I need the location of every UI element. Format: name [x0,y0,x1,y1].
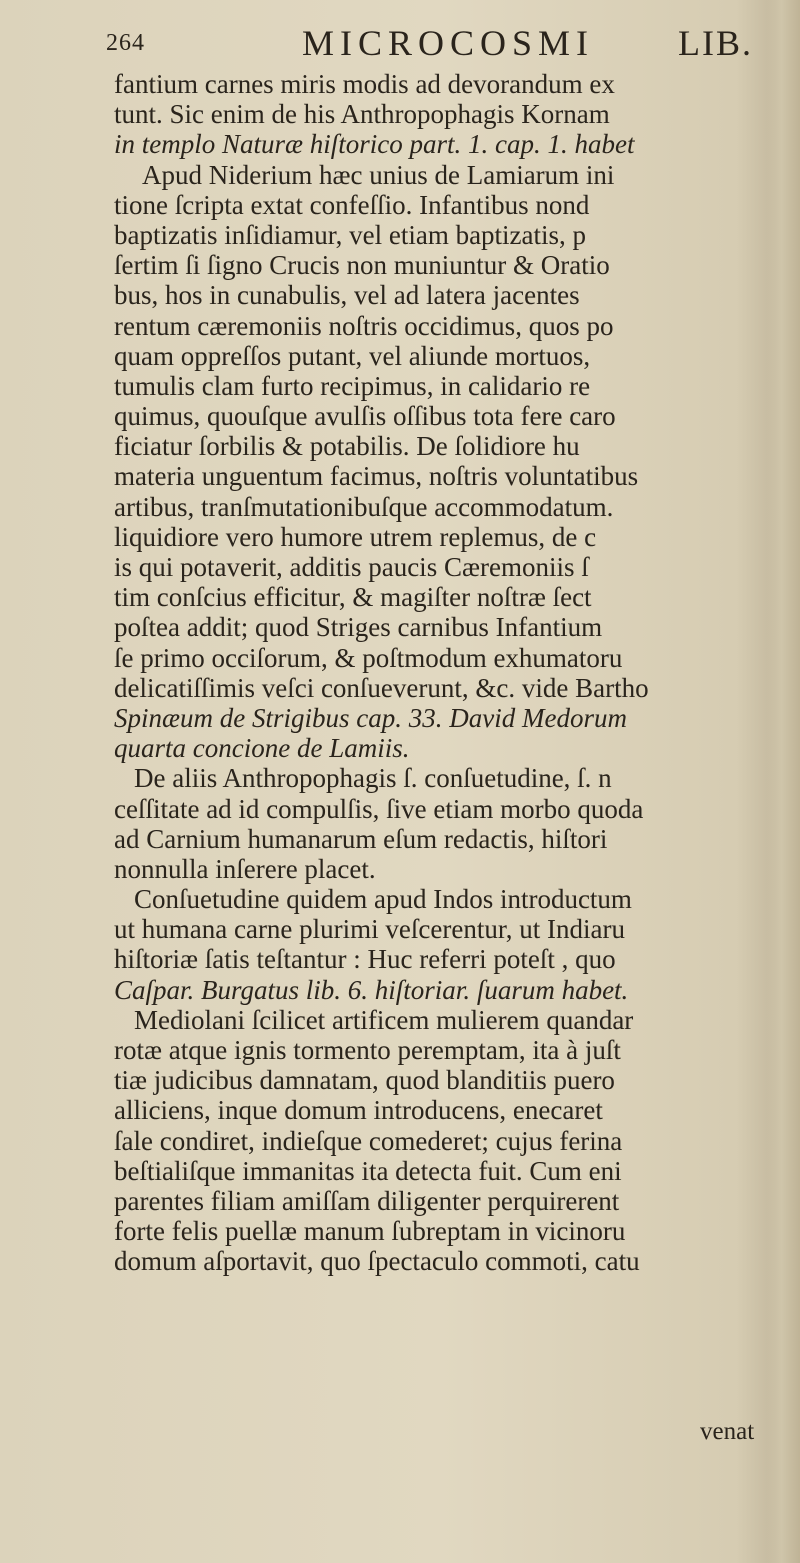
text-line: ceſſitate ad id compulſis, ſive etiam morbo quoda [114,793,644,824]
text-line: tim conſcius efficitur, & magiſter noſtræ ſect [114,582,592,613]
text-line: Conſuetudine quidem apud Indos introductum [134,884,632,915]
catchword: venat [700,1418,755,1445]
text-line: artibus, tranſmutationibuſque accommodatum. [114,491,614,522]
running-header [0,22,800,66]
text-line: forte felis puellæ manum ſubreptam in vicinoru [114,1216,626,1247]
text-line: ſe primo occiſorum, & poſtmodum exhumatoru [114,642,623,673]
page-number: 264 [106,30,145,56]
text-line: tione ſcripta extat confeſſio. Infantibus nond [114,189,590,220]
text-line: Caſpar. Burgatus lib. 6. hiſtoriar. ſuarum habet. [114,974,629,1005]
text-line: rotæ atque ignis tormento peremptam, ita à juſt [114,1035,621,1065]
text-line: Mediolani ſcilicet artificem mulierem quandar [134,1004,634,1035]
text-line: hiſtoriæ ſatis teſtantur : Huc referri poteſt , quo [114,944,616,975]
text-line: tumulis clam furto recipimus, in calidario re [114,370,591,401]
text-line: Spinæum de Strigibus cap. 33. David Medorum [114,702,627,733]
text-line: tiæ judicibus damnatam, quod blanditiis puero [114,1065,615,1096]
text-line: ficiatur ſorbilis & potabilis. De ſolidiore hu [114,431,580,462]
text-line: Apud Niderium hæc unius de Lamiarum ini [142,159,615,190]
text-line: quarta concione de Lamiis. [114,733,410,764]
text-line: bus, hos in cunabulis, vel ad latera jacentes [114,280,580,311]
text-line: is qui potaverit, additis paucis Cæremoniis ſ [114,552,589,582]
text-line: domum aſportavit, quo ſpectaculo commoti, catu [114,1246,640,1277]
text-line: ad Carnium humanarum eſum redactis, hiſtori [114,823,608,854]
text-line: liquidiore vero humore utrem replemus, de c [114,521,597,552]
text-line: nonnulla inſerere placet. [114,853,376,884]
running-title: MICROCOSMI [302,23,595,63]
text-line: quam oppreſſos putant, vel aliunde mortuos, [114,340,591,371]
text-line: alliciens, inque domum introducens, enecaret [114,1095,603,1126]
text-line: fantium carnes miris modis ad devorandum ex [114,69,615,99]
text-line: delicatiſſimis veſci conſueverunt, &c. vide Bartho [114,672,649,703]
text-line: quimus, quouſque avulſis oſſibus tota fere caro [114,401,616,432]
text-line: in templo Naturæ hiſtorico part. 1. cap. 1. habet [114,129,635,160]
text-line: ſertim ſi ſigno Crucis non muniuntur & Oratio [114,250,610,281]
text-line: poſtea addit; quod Striges carnibus Infantium [114,612,603,643]
text-line: rentum cæremoniis noſtris occidimus, quos po [114,310,614,341]
text-line: materia unguentum facimus, noſtris voluntatibus [114,461,639,492]
text-line: tunt. Sic enim de his Anthropophagis Kornam [114,99,610,130]
book-label: LIB. [678,23,753,63]
text-line: baptizatis inſidiamur, vel etiam baptizatis, p [114,219,587,250]
text-line: ſale condiret, indieſque comederet; cujus ferina [114,1125,623,1156]
text-line: parentes filiam amiſſam diligenter perquirerent [114,1185,620,1216]
body-text [114,69,794,1277]
text-line: beſtialiſque immanitas ita detecta fuit. Cum eni [114,1155,622,1186]
text-line: ut humana carne plurimi veſcerentur, ut Indiaru [114,914,625,945]
text-line: De aliis Anthropophagis ſ. conſuetudine, ſ. n [134,763,612,794]
